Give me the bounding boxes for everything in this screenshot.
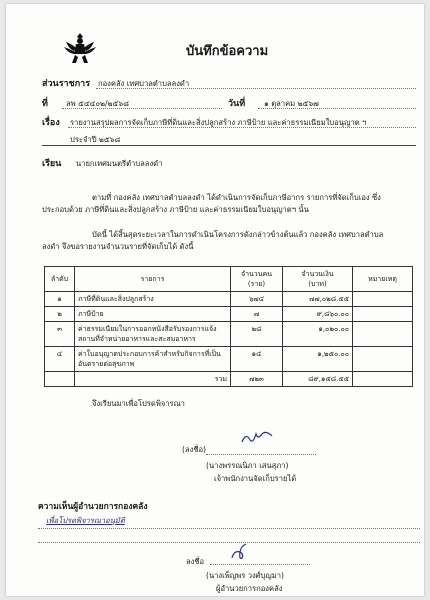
salutation-value: นายกเทศมนตรีตำบลลงดำ [76, 159, 163, 168]
header-divider [42, 145, 416, 146]
date-value: ๑ ตุลาคม ๒๕๖๗ [264, 99, 319, 108]
table-total-row [45, 372, 413, 387]
subject-underline-1 [68, 127, 416, 128]
handwritten-signature-2 [226, 540, 256, 562]
table-row: ๔ ค่าใบอนุญาตประกอบการค้าสำหรับกิจการที่เป็นอันตรายต่อสุขภาพ ๑๔ ๑,๒๕๐.๐๐ [45, 347, 413, 372]
opinion-handwriting: เพื่อโปรดพิจารณาอนุมัติ [46, 516, 125, 525]
closing-line: จึงเรียนมาเพื่อโปรดพิจารณา [92, 399, 185, 408]
total-count: ๗๒๓ [231, 372, 283, 387]
agency-value: กองคลัง เทศบาลตำบลลงดำ [98, 79, 190, 88]
col-header-count: จำนวนคน (ราย) [231, 267, 283, 292]
date-label: วันที่ [228, 99, 246, 109]
salutation-label: เรียน [42, 159, 62, 169]
agency-underline [96, 88, 416, 89]
total-label: รวม [75, 372, 231, 387]
agency-label: ส่วนราชการ [42, 79, 91, 89]
signer-1-name: (นางพรรณนิภา เสนสุภา) [206, 461, 289, 470]
garuda-emblem [62, 30, 98, 66]
ref-underline [62, 108, 222, 109]
memo-title: บันทึกข้อความ [186, 44, 269, 59]
opinion-line-1 [38, 528, 420, 529]
paragraph-2-line-1: บัดนี้ ได้สิ้นสุดระยะเวลาในการดำเนินโครงการดังกล่าวข้างต้นแล้ว กองคลัง เทศบาลตำบล [92, 230, 384, 239]
table-header-row [45, 267, 413, 292]
table-row: ๑ ภาษีที่ดินและสิ่งปลูกสร้าง ๖๗๔ ๗๗,๐๒๘.๕๕ [45, 292, 413, 307]
subject-line-2: ประจำปี ๒๕๖๘ [70, 135, 121, 144]
signer-2-position: ผู้อำนวยการกองคลัง [216, 584, 283, 593]
table-row: ๓ ค่าธรรมเนียมในการออกหนังสือรับรองการแจ้งสถานที่จำหน่ายอาหารและสะสมอาหาร ๒๘ ๑,๐๒๐.๐๐ [45, 322, 413, 347]
ref-value: ลพ ๕๔๔๐๒/๒๕๖๘ [66, 99, 129, 108]
memo-page [6, 4, 424, 596]
total-amount: ๘๙,๑๕๘.๕๕ [283, 372, 353, 387]
ref-label: ที่ [42, 99, 48, 109]
subject-label: เรื่อง [42, 118, 60, 128]
paragraph-2-line-2: ลงดำ จึงขอรายงานจำนวนรายที่จัดเก็บได้ ดังนี้ [42, 242, 194, 251]
signed-label-1: (ลงชื่อ) [182, 445, 207, 454]
signature-line-2 [210, 564, 310, 565]
signature-line-1 [206, 454, 316, 455]
opinion-label: ความเห็นผู้อำนวยการกองคลัง [38, 502, 148, 512]
signed-label-2: ลงชื่อ [186, 557, 205, 566]
col-header-amount: จำนวนเงิน (บาท) [283, 267, 353, 292]
date-underline [258, 108, 416, 109]
handwritten-signature-1 [238, 428, 278, 446]
col-header-remark: หมายเหตุ [353, 267, 413, 292]
col-header-item: รายการ [75, 267, 231, 292]
paragraph-1-line-2: ประกอบด้วย ภาษีที่ดินและสิ่งปลูกสร้าง ภาษีป้าย และค่าธรรมเนียมใบอนุญาตฯ นั้น [42, 205, 309, 214]
signer-2-name: (นางเพ็ญพร วงศ์บุญมา) [206, 571, 285, 580]
col-header-order: ลำดับ [45, 267, 75, 292]
subject-line-1: รายงานสรุปผลการจัดเก็บภาษีที่ดินและสิ่งปลูกสร้าง ภาษีป้าย และค่าธรรมเนียมใบอนุญาต ฯ [70, 118, 367, 127]
revenue-table [44, 266, 413, 387]
signer-1-position: เจ้าพนักงานจัดเก็บรายได้ [214, 474, 297, 483]
table-row: ๒ ภาษีป้าย ๗ ๙,๘๖๐.๐๐ [45, 307, 413, 322]
paragraph-1-line-1: ตามที่ กองคลัง เทศบาลตำบลลงดำ ได้ดำเนินการจัดเก็บภาษีอากร รายการที่จัดเก็บเอง ซึ่ง [92, 193, 381, 202]
